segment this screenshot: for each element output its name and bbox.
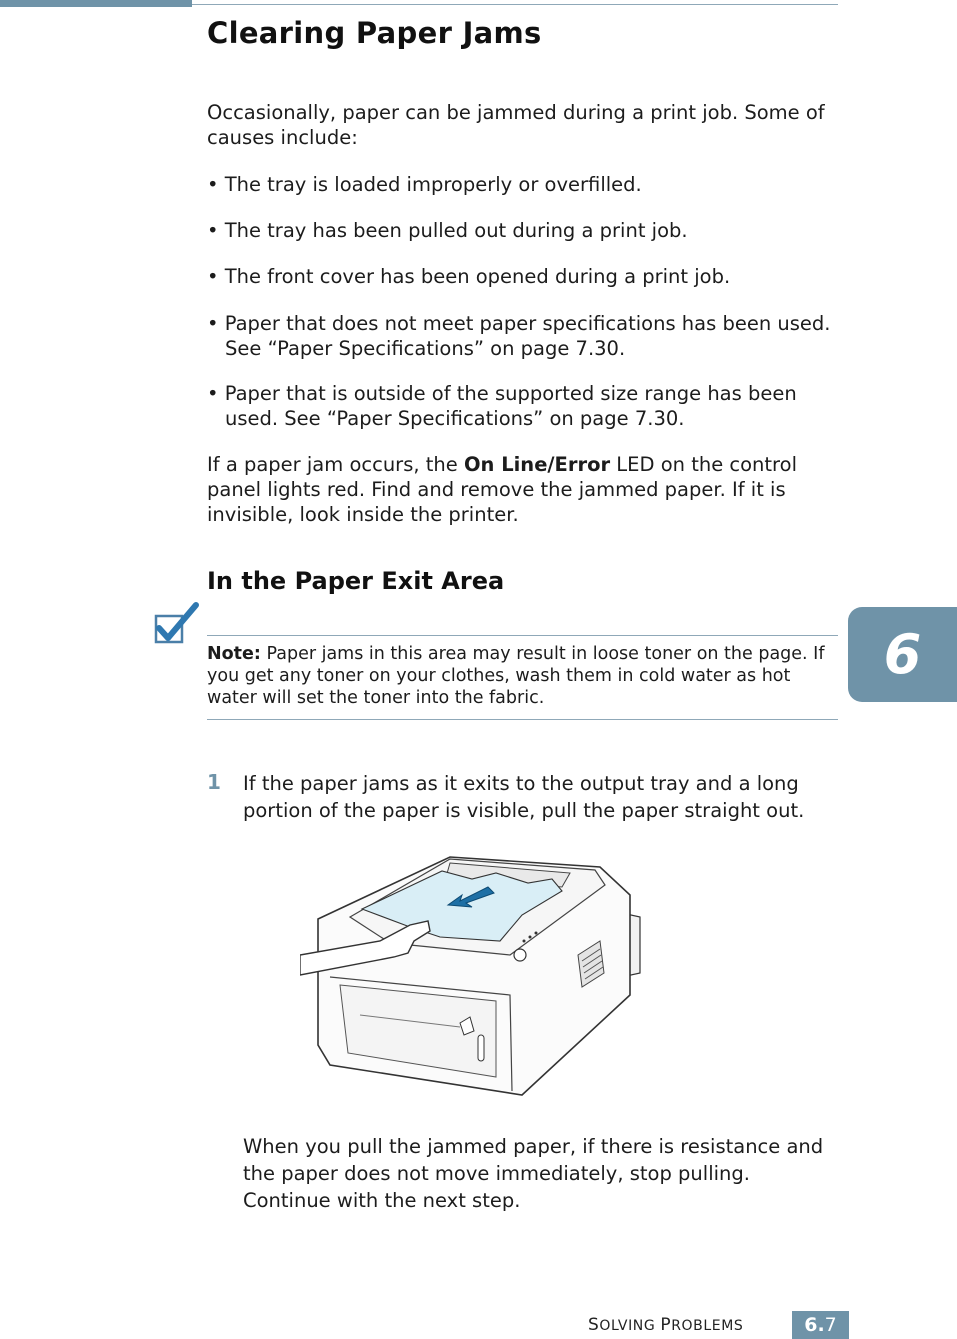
- jam-text-before: If a paper jam occurs, the: [207, 453, 464, 476]
- chapter-tab: [848, 607, 957, 702]
- section-heading: In the Paper Exit Area: [207, 567, 505, 595]
- header-rule: [192, 4, 838, 5]
- page-number-major: 6.: [804, 1314, 825, 1336]
- note-text: Paper jams in this area may result in loose toner on the page. If you get any toner on your clothes, wash them in cold water as hot water will set the toner into the fabric.: [207, 644, 825, 708]
- intro-paragraph: Occasionally, paper can be jammed during a print job. Some of causes include:: [207, 101, 825, 149]
- note-label: Note:: [207, 644, 261, 664]
- footer-section-title: [588, 1315, 743, 1335]
- cause-item-continuation: used. See “Paper Specifications” on page 7.30.: [225, 407, 685, 430]
- page-number-minor: 7: [824, 1314, 837, 1336]
- footer-word-1: OLVING: [599, 1318, 661, 1334]
- cause-item: • The tray has been pulled out during a print job.: [207, 219, 688, 242]
- checkmark-note-icon: [150, 602, 200, 644]
- step-followup-text: When you pull the jammed paper, if there is resistance and the paper does not move immediately, stop pulling. Continue with the next step.: [243, 1135, 824, 1212]
- cause-item-continuation: See “Paper Specifications” on page 7.30.: [225, 337, 626, 360]
- jam-paragraph: [207, 452, 837, 527]
- chapter-number: 6: [883, 623, 922, 686]
- cause-item: • Paper that does not meet paper specifications has been used.: [207, 312, 831, 335]
- page-number: [792, 1311, 849, 1339]
- jam-text-after: LED on the control panel lights red. Find and remove the jammed paper. If it is invisible, look inside the printer.: [207, 453, 797, 526]
- cause-item: • The front cover has been opened during a print job.: [207, 265, 731, 288]
- printer-illustration: [300, 845, 650, 1105]
- page-title: Clearing Paper Jams: [207, 16, 542, 50]
- footer-word-2: ROBLEMS: [671, 1318, 744, 1334]
- note-block: [207, 643, 837, 709]
- step-text: If the paper jams as it exits to the output tray and a long portion of the paper is visible, pull the paper straight out.: [243, 772, 805, 822]
- online-error-label: On Line/Error: [463, 453, 611, 476]
- note-bottom-rule: [207, 719, 838, 720]
- cause-item: • The tray is loaded improperly or overfilled.: [207, 173, 642, 196]
- header-accent-bar: [0, 0, 192, 7]
- footer-initial-p: P: [660, 1315, 672, 1335]
- note-top-rule: [207, 635, 838, 636]
- step-number: 1: [207, 770, 221, 794]
- footer-initial-s: S: [588, 1315, 600, 1335]
- cause-item: • Paper that is outside of the supported size range has been: [207, 382, 797, 405]
